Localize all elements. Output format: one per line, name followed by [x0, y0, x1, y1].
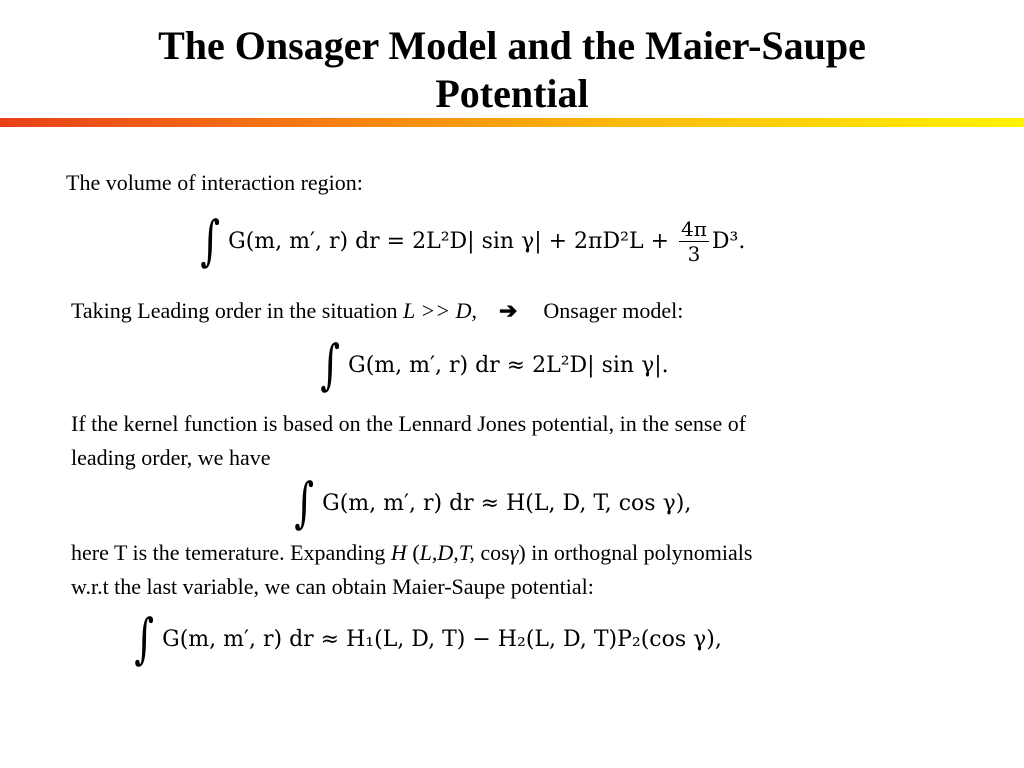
paragraph-leading-order [71, 294, 683, 328]
para4-cos: cos [474, 540, 510, 565]
para4-gamma: γ [509, 540, 519, 565]
eq4-rhs: ≈ H₁(L, D, T) − H₂(L, D, T)P₂(cos γ), [313, 626, 722, 652]
eq3-lhs: G(m, m′, r) dr [322, 490, 474, 516]
equation-onsager [316, 333, 669, 396]
paragraph-lennard-jones [71, 407, 746, 475]
eq1-rhs-a: = 2L²D| sin γ| + 2πD²L + [379, 228, 676, 254]
para4-text-a: here T is the temerature. Expanding [71, 540, 391, 565]
title-divider [0, 118, 1024, 127]
eq1-fraction-denominator: 3 [687, 241, 701, 266]
eq1-fraction-numerator: 4π [681, 216, 707, 241]
eq4-lhs: G(m, m′, r) dr [162, 626, 314, 652]
equation-maier-saupe [130, 607, 722, 670]
slide-title [0, 22, 1024, 118]
integral-sign: ∫ [200, 209, 220, 272]
eq2-rhs: ≈ 2L²D| sin γ|. [499, 352, 669, 378]
equation-volume [196, 209, 746, 272]
para4-line2: w.r.t the last variable, we can obtain Maier-Saupe potential: [71, 574, 594, 599]
eq1-fraction [679, 217, 709, 266]
eq1-lhs: G(m, m′, r) dr [228, 228, 380, 254]
eq2-lhs: G(m, m′, r) dr [348, 352, 500, 378]
integral-sign: ∫ [320, 333, 340, 396]
para2-condition: L >> D [403, 298, 472, 323]
para4-text-g: ) in orthognal polynomials [518, 540, 753, 565]
para2-text-a: Taking Leading order in the situation [71, 298, 404, 323]
para4-args: L,D,T, [419, 540, 475, 565]
para2-comma: , [471, 298, 477, 323]
equation-kernel [290, 471, 692, 534]
paragraph-volume: The volume of interaction region: [66, 170, 363, 195]
slide-title-line2: Potential [435, 71, 589, 116]
para3-line1: If the kernel function is based on the Lennard Jones potential, in the sense of [71, 411, 747, 436]
para4-open: ( [406, 540, 420, 565]
integral-sign: ∫ [134, 607, 154, 670]
para2-text-d: Onsager model: [543, 298, 684, 323]
slide-title-line1: The Onsager Model and the Maier-Saupe [158, 23, 866, 68]
para3-line2: leading order, we have [71, 445, 271, 470]
eq3-rhs: ≈ H(L, D, T, cos γ), [473, 490, 692, 516]
para4-line1 [71, 536, 752, 570]
right-arrow-icon: ➔ [498, 298, 518, 323]
para4-h: H [390, 540, 407, 565]
eq1-rhs-b: D³. [711, 228, 746, 254]
integral-sign: ∫ [294, 471, 314, 534]
paragraph-expansion [71, 536, 752, 604]
